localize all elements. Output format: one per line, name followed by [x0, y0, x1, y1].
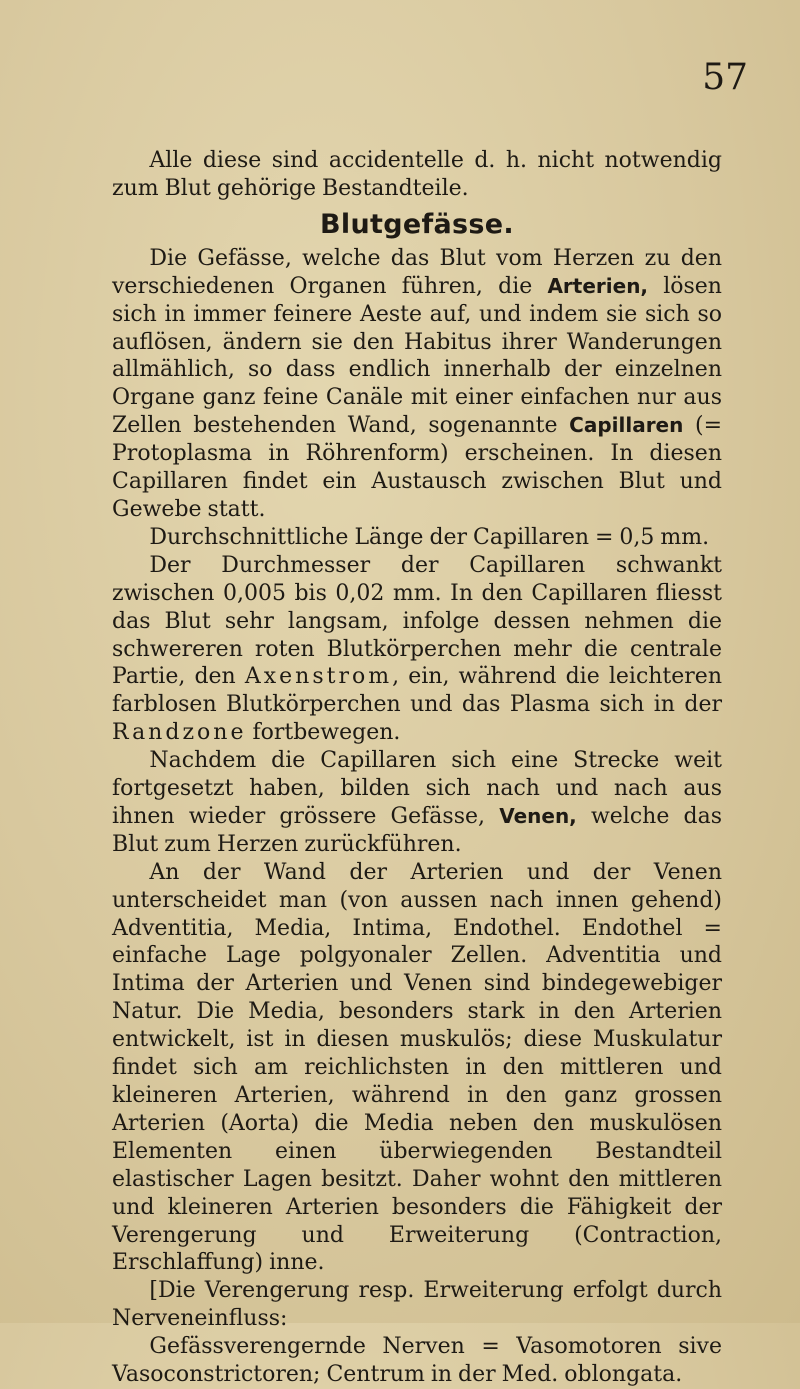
paragraph-wand: An der Wand der Arterien und der Venen unterscheidet man (von aussen nach innen gehend) Adventitia, Media, Intima, Endothel. Endothel = einfache Lage polgyonaler Zellen. Adventitia und Intima der Arterien und Venen sind bindegewebiger Natur. Die Media, besonders stark in den Arterien entwickelt, ist in diesen muskulös; diese Muskulatur findet sich am reichlichsten in den mittleren und kleineren Arterien, während in den ganz grossen Arterien (Aorta) die Media neben den muskulösen Elementen einen überwiegenden Bestandteil elastischer Lagen besitzt. Daher wohnt den mittleren und kleineren Arterien besonders die Fähigkeit der Verengerung und Erweiterung (Contraction, Erschlaffung) inne. [112, 859, 722, 1276]
paragraph-text: Der Durchmesser der Capillaren schwankt zwischen 0,005 bis 0,02 mm. In den Capillaren fliesst das Blut sehr langsam, infolge dessen nehmen die schwereren roten Blutkörperchen mehr die centrale Partie, den [112, 552, 722, 690]
page-number: 57 [702, 57, 748, 98]
paragraph-text: (= Protoplasma in Röhrenform) erscheinen. In diesen Capillaren findet ein Austausch zwischen Blut und Gewebe statt. [112, 413, 723, 522]
paragraph-laenge: Durchschnittliche Länge der Capillaren = 0,5 mm. [149, 524, 710, 550]
paragraph-durchmesser [112, 552, 722, 747]
paragraph-text: Nachdem die Capillaren sich eine Strecke weit fortgesetzt haben, bilden sich nach und nach aus ihnen wieder grössere Gefässe, [112, 748, 722, 829]
term-capillaren: Capillaren [569, 413, 684, 438]
body-text [112, 147, 722, 1389]
paragraph-text: , ein, während die leichteren farblosen Blutkörperchen und das Plasma sich in der [112, 664, 722, 718]
paragraph-venen [112, 747, 722, 859]
paragraph-text: Die Gefässe, welche das Blut vom Herzen zu den verschiedenen Organen führen, die [112, 245, 722, 299]
section-heading: Blutgefässe. [320, 208, 514, 240]
term-arterien: Arterien, [547, 273, 649, 298]
term-venen: Venen, [499, 803, 577, 828]
paragraph-text: welche das Blut zum Herzen zurückführen. [112, 803, 723, 857]
paragraph-arterien [112, 245, 722, 524]
term-axenstrom: Axenstrom [244, 664, 393, 690]
paragraph-text: fortbewegen. [246, 720, 401, 746]
paragraph-text: lösen sich in immer feinere Aeste auf, und indem sie sich so auflösen, ändern sie den Habitus ihrer Wanderungen allmählich, so dass endlich innerhalb der einzelnen Organe ganz feine Canäle mit einer einfachen nur aus Zellen bestehenden Wand, sogenannte [112, 273, 722, 439]
intro-paragraph: Alle diese sind accidentelle d. h. nicht notwendig zum Blut gehörige Bestandteile. [112, 148, 722, 201]
term-randzone: Randzone [112, 720, 247, 746]
paragraph-nerveneinfluss: [Die Verengerung resp. Erweiterung erfolgt durch Nerveneinfluss: [112, 1278, 722, 1332]
paragraph-vasomotoren: Gefässverengernde Nerven = Vasomotoren sive Vasoconstrictoren; Centrum in der Med. oblongata. [112, 1334, 722, 1388]
